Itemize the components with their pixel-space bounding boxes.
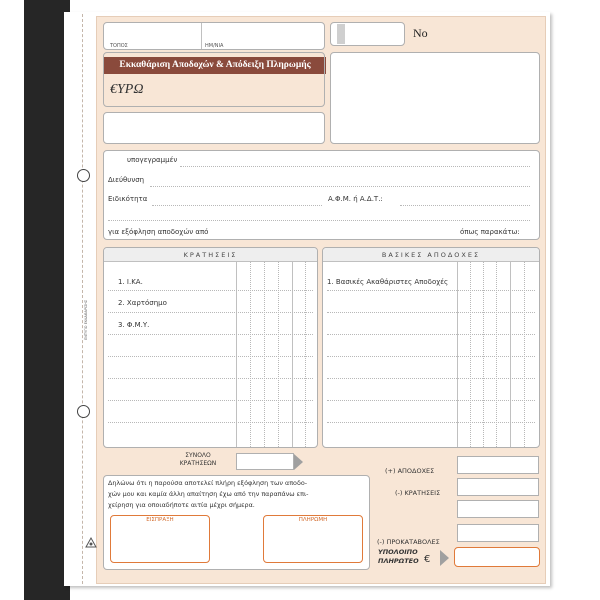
- tax-id-label: Α.Φ.Μ. ή Α.Δ.Τ.:: [328, 195, 383, 203]
- side-print-text: ΕΝΤΥΠΟ ΕΚΚΑΘΑΡΙΣΗΣ: [84, 299, 88, 340]
- punch-hole-bottom: [77, 405, 90, 418]
- balance-box: [454, 547, 540, 567]
- total-deductions-box: [236, 453, 294, 470]
- punch-hole-top: [77, 169, 90, 182]
- summary-earnings-box: [457, 456, 539, 474]
- euro-symbol: €: [424, 554, 431, 565]
- summary-advances-box: [457, 524, 539, 542]
- place-label: ΤΟΠΟΣ: [110, 43, 128, 49]
- employer-box: [103, 112, 325, 144]
- form-title: Εκκαθάριση Αποδοχών & Απόδειξη Πληρωμής: [104, 57, 326, 74]
- specialty-label: Ειδικότητα: [108, 195, 148, 203]
- as-follows-label: όπως παρακάτω:: [460, 228, 520, 236]
- arrow-right-icon: [294, 454, 303, 470]
- earnings-header: ΒΑΣΙΚΕΣ ΑΠΟΔΟΧΕΣ: [323, 248, 539, 262]
- undersigned-label: υπογεγραμμέν: [127, 156, 178, 164]
- payment-label: ΠΛΗΡΩΜΗ: [298, 517, 328, 523]
- number-tab: [337, 24, 345, 44]
- earning-item: 1. Βασικές Ακαθάριστες Αποδοχές: [327, 278, 449, 286]
- summary-deductions-box: [457, 478, 539, 496]
- title-frame: [103, 52, 325, 107]
- deductions-header: ΚΡΑΤΗΣΕΙΣ: [104, 248, 317, 262]
- payment-for-label: για εξόφληση αποδοχών από: [108, 228, 209, 236]
- printer-logo-icon: [84, 535, 98, 549]
- balance-label: ΥΠΟΛΟΙΠΟ ΠΛΗΡΩΤΕΟ: [378, 548, 419, 565]
- summary-earnings-label: (+) ΑΠΟΔΟΧΕΣ: [385, 467, 435, 475]
- address-label: Διεύθυνση: [108, 176, 145, 184]
- deduction-item: 1. Ι.ΚΑ.: [118, 278, 143, 286]
- perforation-line: [82, 14, 83, 584]
- receipt-label: ΕΙΣΠΡΑΞΗ: [146, 517, 174, 523]
- summary-deductions-label: (-) ΚΡΑΤΗΣΕΙΣ: [395, 489, 441, 497]
- total-deductions-label: ΣΥΝΟΛΟ ΚΡΑΤΗΣΕΩΝ: [179, 452, 217, 467]
- header-stamp-box: [330, 52, 540, 144]
- deduction-item: 2. Χαρτόσημο: [118, 299, 167, 307]
- number-label: Νο: [413, 26, 428, 40]
- date-label: ΗΜ/ΝΙΑ: [205, 43, 224, 49]
- summary-advances-label: (-) ΠΡΟΚΑΤΑΒΟΛΕΣ: [377, 538, 440, 546]
- deduction-item: 3. Φ.Μ.Υ.: [118, 321, 150, 329]
- euro-logo: €ΥΡΩ: [110, 82, 144, 97]
- summary-subtotal-box: [457, 500, 539, 518]
- arrow-right-icon: [440, 550, 449, 566]
- declaration-text: Δηλώνω ότι η παρούσα αποτελεί πλήρη εξόφληση των αποδο- χών μου και καμία άλλη απαίτηση έχω από την παραπάνω επι- χείρηση για οποιαδήποτε αιτία μέχρι σήμερα.: [108, 479, 309, 509]
